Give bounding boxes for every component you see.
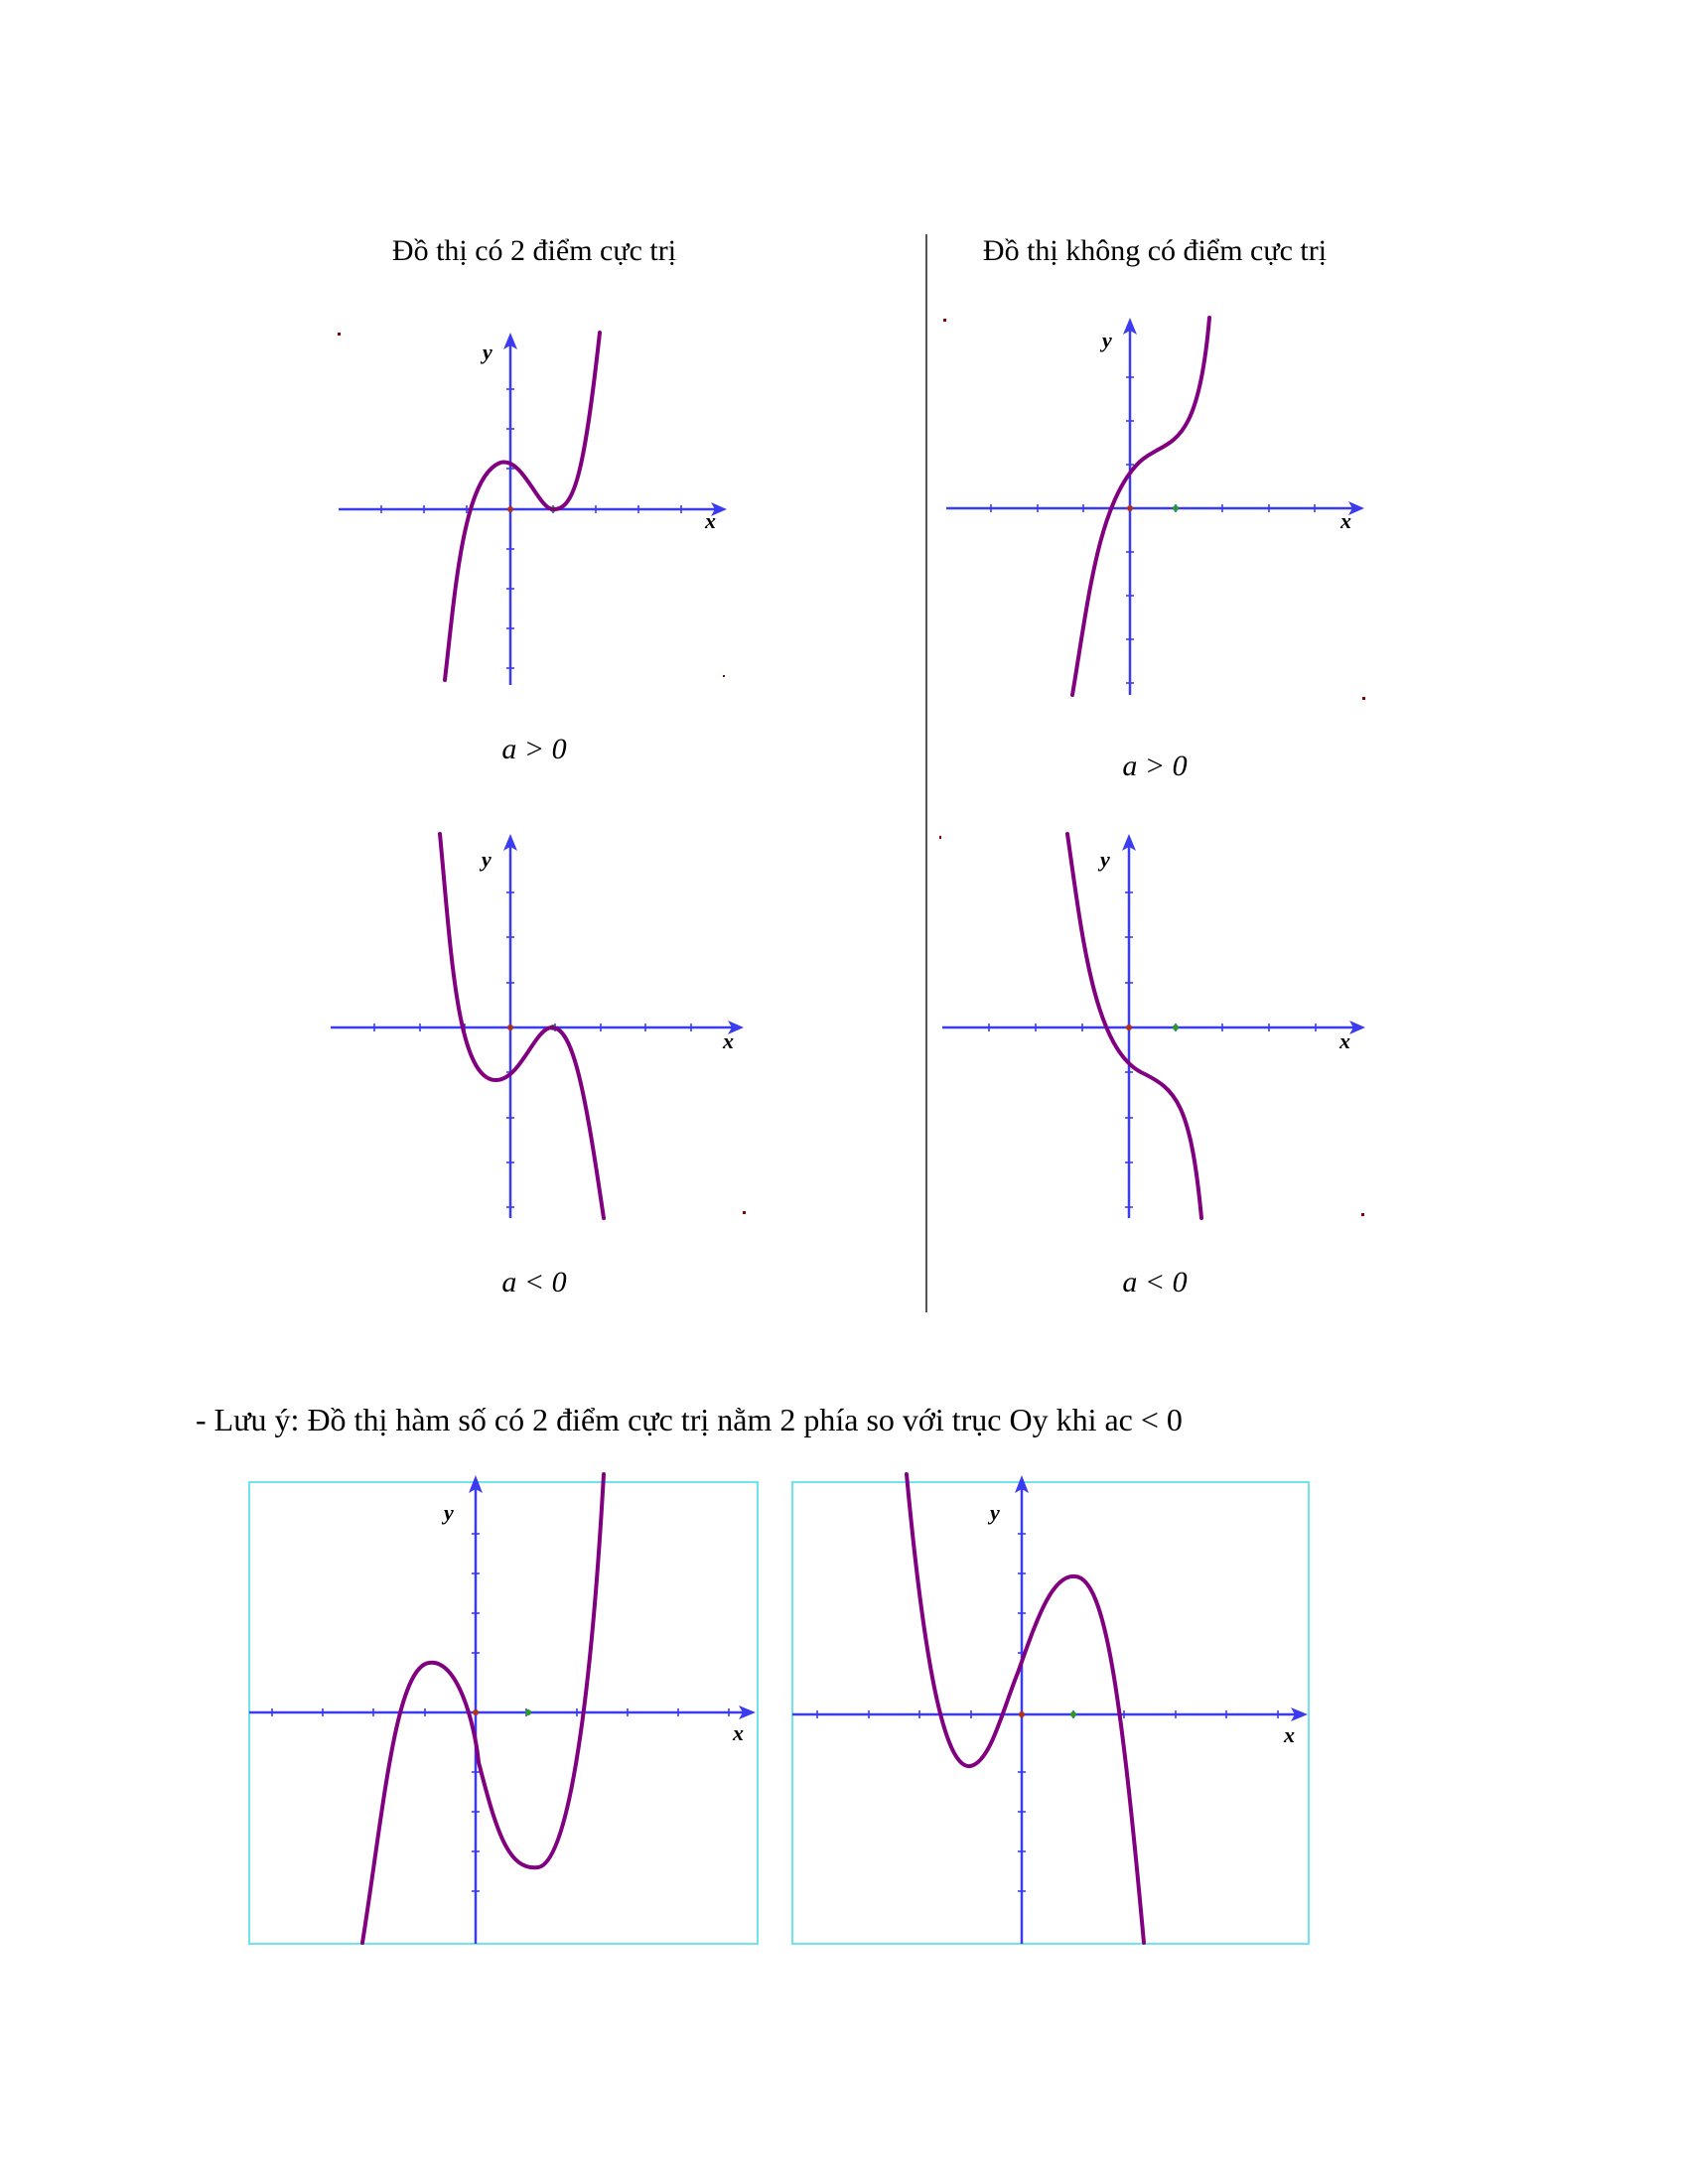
heading-two-extrema: Đồ thị có 2 điểm cực trị bbox=[391, 234, 677, 267]
graph-no-extrema-a-positive bbox=[941, 313, 1378, 710]
note-ac-negative: - Lưu ý: Đồ thị hàm số có 2 điểm cực trị nằm 2 phía so với trục Oy khi ac < 0 bbox=[196, 1402, 1183, 1437]
speck-mark bbox=[943, 319, 946, 322]
cubic-curve bbox=[445, 333, 600, 680]
origin-point bbox=[473, 1709, 479, 1715]
x-axis-label: x bbox=[1339, 1028, 1350, 1053]
origin-point bbox=[1019, 1711, 1025, 1717]
graph-two-extrema-a-positive bbox=[334, 328, 731, 695]
origin-point bbox=[1126, 1024, 1132, 1030]
y-axis-label: y bbox=[483, 340, 492, 364]
cubic-curve bbox=[1072, 318, 1209, 695]
speck-mark bbox=[939, 836, 941, 839]
origin-point bbox=[1127, 505, 1133, 511]
caption-a-negative: a < 0 bbox=[1122, 1266, 1188, 1298]
x-axis-label: x bbox=[705, 508, 716, 533]
marked-point bbox=[1173, 1024, 1179, 1030]
graph-ac-negative-2 bbox=[791, 1474, 1318, 1946]
marked-point bbox=[1070, 1711, 1076, 1717]
y-axis-label: y bbox=[990, 1500, 1000, 1525]
y-axis-label: y bbox=[482, 847, 492, 872]
marked-point bbox=[525, 1709, 531, 1715]
x-axis-label: x bbox=[733, 1720, 744, 1745]
x-axis-label: x bbox=[1284, 1722, 1295, 1747]
caption-a-negative: a < 0 bbox=[501, 1266, 567, 1298]
speck-mark bbox=[723, 675, 725, 677]
y-axis-label: y bbox=[1102, 328, 1112, 352]
speck-mark bbox=[338, 333, 341, 336]
x-axis-label: x bbox=[1340, 508, 1351, 533]
cubic-curve bbox=[907, 1474, 1144, 1943]
y-axis-label: y bbox=[444, 1500, 454, 1525]
cubic-curve bbox=[362, 1474, 604, 1943]
cubic-curve bbox=[1067, 834, 1201, 1218]
graph-frame bbox=[792, 1482, 1309, 1944]
origin-point bbox=[507, 1024, 513, 1030]
marked-point bbox=[1173, 505, 1179, 511]
x-axis-label: x bbox=[723, 1028, 734, 1053]
origin-point bbox=[507, 506, 513, 512]
graph-no-extrema-a-negative bbox=[937, 829, 1374, 1226]
speck-mark bbox=[1362, 697, 1365, 700]
caption-a-positive: a > 0 bbox=[1122, 750, 1188, 782]
heading-no-extrema: Đồ thị không có điểm cực trị bbox=[982, 234, 1328, 267]
speck-mark bbox=[1361, 1213, 1364, 1216]
speck-mark bbox=[743, 1211, 746, 1214]
graph-ac-negative-1 bbox=[248, 1474, 765, 1946]
graph-two-extrema-a-negative bbox=[326, 829, 753, 1226]
caption-a-positive: a > 0 bbox=[501, 733, 567, 765]
column-divider bbox=[925, 234, 927, 1312]
y-axis-label: y bbox=[1100, 847, 1110, 872]
